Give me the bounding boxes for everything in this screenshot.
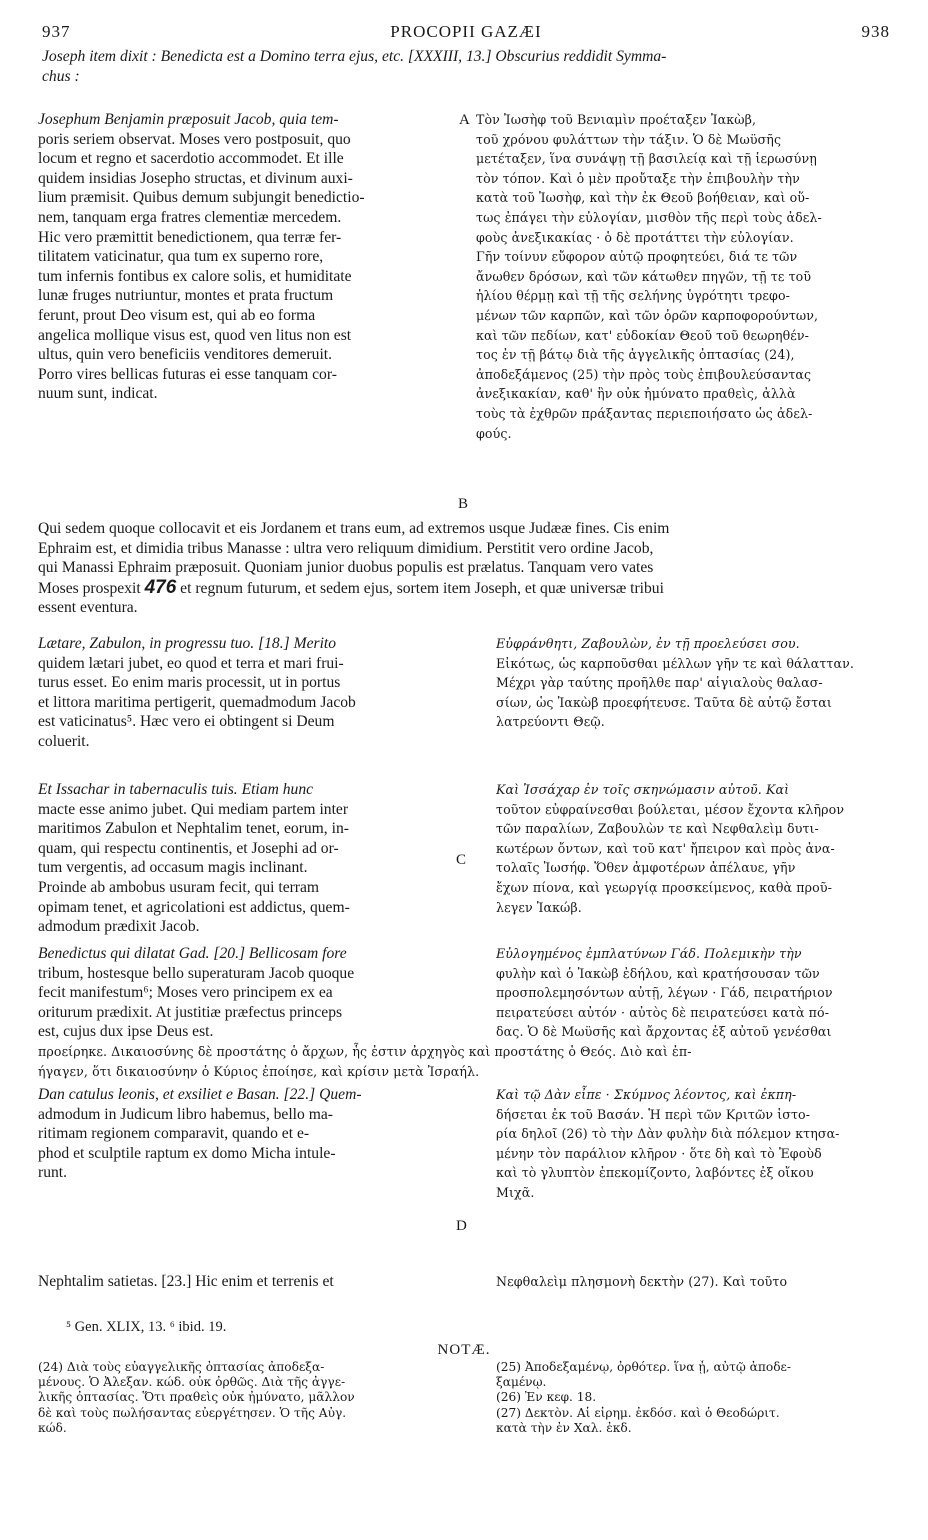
- footnotes: [66, 1318, 466, 1336]
- page-mark: 476: [144, 577, 177, 598]
- text-line: ἡλίου θέρμῃ καὶ τῇ τῆς σελήνης ὑγρότητι τρεφο-: [476, 288, 790, 304]
- text-line: ritimam regionem comparavit, quando et e-: [38, 1125, 310, 1143]
- text-line: [38, 578, 892, 599]
- text-line: admodum in Judicum libro habemus, bello ma-: [38, 1105, 333, 1123]
- text-line: tum vergentis, ad occasum magis inclinant.: [38, 859, 308, 877]
- text-line: τῶν παραλίων, Ζαβουλὼν τε καὶ Νεφθαλεὶμ δυτι-: [496, 821, 819, 837]
- text-line: poris seriem observat. Moses vero postposuit, quo: [38, 130, 351, 148]
- text-line: Εὐλογημένος ἐμπλατύνων Γάδ. Πολεμικὴν τὴν: [496, 946, 802, 961]
- text-line: est vaticinatus⁵. Hæc vero ei obtingent si Deum: [38, 713, 335, 731]
- nephtalim-greek: [496, 1272, 892, 1292]
- text-line: maritimos Zabulon et Nephtalim tenet, eorum, in-: [38, 820, 349, 838]
- footnote-line: ⁵ Gen. XLIX, 13. ⁶ ibid. 19.: [66, 1319, 227, 1335]
- issachar-greek-column: [496, 780, 892, 917]
- text-line: προσπολεμησόντων αὐτῇ, λέγων · Γάδ, πειρατήριον: [496, 985, 833, 1001]
- text-line: angelica mollique visus est, quod ven litus non est: [38, 326, 352, 344]
- text-line: τολαῖς Ἰωσήφ. Ὅθεν ἀμφοτέρων ἀπέλαυε, γῆν: [496, 860, 796, 876]
- text-line: ἀποδεξάμενος (25) τὴν πρὸς τοὺς ἐπιβουλεύσαντας: [476, 366, 812, 382]
- text-line: et littora maritima pertigerit, quemadmodum Jacob: [38, 693, 356, 711]
- text-line: Γῆν τοίνυν εὔφορον αὐτῷ προφητεύει, διά τε τῶν: [476, 249, 798, 265]
- text-line: μένους. Ὁ Ἀλεξαν. κώδ. οὐκ ὀρθῶς. Διὰ τῆς ἀγγε-: [38, 1375, 346, 1390]
- text-line: προείρηκε. Δικαιοσύνης δὲ προστάτης ὁ ἄρχων, ἧς ἐστιν ἀρχηγὸς καὶ προστάτης ὁ Θεός. Διὸ καὶ ἐπ-: [38, 1044, 692, 1059]
- text-line: κώδ.: [38, 1420, 67, 1435]
- text-line: Μέχρι γὰρ ταύτης προῆλθε παρ' αἰγιαλοὺς θαλασ-: [496, 675, 823, 691]
- page-number-right: 938: [861, 22, 890, 41]
- text-line: τοὺς τὰ ἐχθρῶν πράξαντας περιεποιήσατο ὡς ἀδελ-: [476, 405, 813, 421]
- text-line: Et Issachar in tabernaculis tuis. Etiam hunc: [38, 781, 314, 798]
- intro-paragraph: [42, 47, 892, 86]
- text-line: turus esset. Eo enim maris processit, ut in portus: [38, 674, 341, 692]
- dan-greek-column: [496, 1085, 892, 1203]
- text-line: δὲ καὶ τοὺς πωλήσαντας εὐεργέτησεν. Ὁ τῆς Αὐγ.: [38, 1405, 347, 1420]
- text-line: tum infernis fontibus ex calore solis, et humiditate: [38, 267, 352, 285]
- dan-latin-column: [38, 1085, 456, 1183]
- margin-letter-c: C: [456, 852, 467, 868]
- text-line: καὶ τὸ γλυπτὸν ἐπεκομίζοντο, λαβόντες ἐξ οἴκου: [496, 1165, 814, 1181]
- text-line: quam, qui respectu continentis, et Josephi ad or-: [38, 839, 339, 857]
- issachar-latin-column: [38, 780, 456, 937]
- text-line: τος ἐν τῇ βάτῳ διὰ τῆς ἀγγελικῆς ὀπτασίας (24),: [476, 347, 795, 363]
- text-line: (26) Ἐν κεφ. 18.: [496, 1390, 597, 1405]
- text-line: σίων, ὡς Ἰακὼβ προεφήτευσε. Ταῦτα δὲ αὐτῷ ἔσται: [496, 694, 832, 710]
- notae-left-column: [38, 1360, 463, 1436]
- text-line: τοῦ χρόνου φυλάττων τὴν τάξιν. Ὁ δὲ Μωϋσῆς: [476, 131, 782, 147]
- text-line: qui Manassi Ephraim præposuit. Quoniam junior duobus populis est prælatus. Tanquam vero vates: [38, 559, 654, 577]
- text-line: ἔχων πίονα, καὶ γεωργίᾳ προσκείμενος, καθὰ προῦ-: [496, 879, 832, 895]
- text-line: quidem insidias Josepho structas, et divinum auxi-: [38, 169, 353, 187]
- text-line: (24) Διὰ τοὺς εὐαγγελικῆς ὀπτασίας ἀποδεξα-: [38, 1360, 325, 1374]
- nephtalim-latin: [38, 1272, 456, 1292]
- text-line: ferunt, prout Deo visum est, qui ab eo forma: [38, 306, 316, 324]
- text-line: Μιχᾶ.: [496, 1184, 535, 1200]
- full-width-paragraph: [38, 519, 892, 618]
- text-line: δας. Ὁ δὲ Μωϋσῆς καὶ ἄρχοντας ἐξ αὐτοῦ γενέσθαι: [496, 1024, 832, 1040]
- text-line: ξαμένῳ.: [496, 1375, 547, 1390]
- text-line: ρία δηλοῖ (26) τὸ τὴν Δὰν φυλὴν διὰ πόλεμον κτησα-: [496, 1126, 840, 1142]
- text-line: τὸν τόπον. Καὶ ὁ μὲν προὔταξε τὴν ἐπιβουλὴν τὴν: [476, 170, 800, 186]
- text-line: fecit manifestum⁶; Moses vero principem ex ea: [38, 984, 333, 1002]
- text-line: chus :: [42, 67, 80, 85]
- text-line: locum et regno et sacerdotio accommodet. Et ille: [38, 150, 344, 168]
- text-line: μετέταξεν, ἵνα συνάψῃ τῇ βασιλείᾳ καὶ τῇ ἱερωσύνῃ: [476, 151, 817, 167]
- text-line-start: Moses prospexit: [38, 579, 141, 597]
- text-line: φοὺς ἀνεξικακίας · ὁ δὲ προτάττει τὴν εὐλογίαν.: [476, 229, 794, 245]
- text-line: Nephtalim satietas. [23.] Hic enim et terrenis et: [38, 1273, 334, 1290]
- gad-latin-column: [38, 944, 456, 1042]
- text-line: runt.: [38, 1164, 68, 1182]
- text-line: Qui sedem quoque collocavit et eis Jordanem et trans eum, ad extremos usque Judææ fines. Cis enim: [38, 520, 670, 537]
- text-line: φούς.: [476, 425, 512, 441]
- text-line: Benedictus qui dilatat Gad. [20.] Bellicosam fore: [38, 945, 347, 962]
- text-line: μένων τῶν καρπῶν, καὶ τῶν ὀρῶν καρποφορούντων,: [476, 307, 819, 323]
- text-line-end: et regnum futurum, et sedem ejus, sortem item Joseph, et quæ universæ tribui: [180, 579, 664, 597]
- text-line: macte esse animo jubet. Qui mediam partem inter: [38, 800, 349, 818]
- text-line: τως ἐπάγει τὴν εὐλογίαν, μισθὸν τῆς περὶ τοὺς ἀδελ-: [476, 209, 822, 225]
- page-number-left: 937: [42, 22, 71, 41]
- gad-greek-column: [496, 944, 892, 1042]
- text-line: τοῦτον εὐφραίνεσθαι βούλεται, μέσον ἔχοντα κλῆρον: [496, 801, 845, 817]
- text-line: Νεφθαλεὶμ πλησμονὴ δεκτὴν (27). Καὶ τοῦτο: [496, 1274, 788, 1289]
- margin-letter-a: A: [459, 112, 470, 128]
- margin-letter-b: B: [458, 496, 469, 512]
- text-line: κωτέρων ὄντων, καὶ τοῦ κατ' ἤπειρον καὶ πρὸς ἀνα-: [496, 840, 835, 856]
- text-line: λεγεν Ἰακώβ.: [496, 899, 582, 915]
- header-title: PROCOPII GAZÆI: [390, 22, 542, 41]
- text-line: φυλὴν καὶ ὁ Ἰακὼβ ἐδήλου, καὶ κρατήσουσαν τῶν: [496, 965, 820, 981]
- text-line: (27) Δεκτὸν. Αἱ εἰρημ. ἐκδόσ. καὶ ὁ Θεοδώριτ.: [496, 1405, 780, 1420]
- text-line: nuum sunt, indicat.: [38, 385, 158, 403]
- text-line: oriturum prædixit. At justitiæ præfectus princeps: [38, 1003, 343, 1021]
- text-line: Lætare, Zabulon, in progressu tuo. [18.] Merito: [38, 635, 337, 652]
- text-line: Τὸν Ἰωσὴφ τοῦ Βενιαμὶν προέταξεν Ἰακὼβ,: [476, 112, 757, 127]
- text-line: καὶ τῶν πεδίων, κατ' εὐδοκίαν Θεοῦ τοῦ θεωρηθέν-: [476, 327, 810, 343]
- text-line: Εὐφράνθητι, Ζαβουλὼν, ἐν τῇ προελεύσει σου.: [496, 636, 800, 651]
- text-line: Hic vero præmittit benedictionem, qua terræ fer-: [38, 228, 342, 246]
- text-line: Καὶ τῷ Δὰν εἶπε · Σκύμνος λέοντος, καὶ ἐκπη-: [496, 1087, 797, 1102]
- text-line: κατὰ τὴν ἐν Χαλ. ἐκδ.: [496, 1420, 632, 1435]
- text-line: μένην τὸν παράλιον κλῆρον · ὅτε δὴ καὶ τὸ Ἐφοὺδ: [496, 1145, 822, 1161]
- zabulon-latin-column: [38, 634, 456, 752]
- gad-full-width-greek: [38, 1042, 892, 1081]
- text-line: quidem lætari jubet, eo quod et terra et mari frui-: [38, 654, 344, 672]
- notae-right-column: [496, 1360, 892, 1436]
- text-line: ultus, quin vero beneficiis venditores demeruit.: [38, 346, 333, 364]
- text-line: lium præmisit. Quibus demum subjungit benedictio-: [38, 189, 365, 207]
- section1-latin-column: [38, 110, 456, 404]
- text-line: (25) Ἀποδεξαμένῳ, ὀρθότερ. ἵνα ᾖ, αὐτῷ ἀποδε-: [496, 1360, 791, 1374]
- text-line: tribum, hostesque bello superaturam Jacob quoque: [38, 964, 355, 982]
- text-line: Proinde ab ambobus usuram fecit, qui terram: [38, 878, 320, 896]
- text-line: κατὰ τοῦ Ἰωσὴφ, καὶ τὴν ἐκ Θεοῦ βοήθειαν, καὶ οὕ-: [476, 190, 810, 206]
- text-line: opimam tenet, et agricolationi est addictus, quem-: [38, 898, 350, 916]
- text-line: coluerit.: [38, 732, 90, 750]
- text-line: Josephum Benjamin præposuit Jacob, quia tem-: [38, 111, 339, 128]
- text-line: ἄνωθεν δρόσων, καὶ τῶν κάτωθεν πηγῶν, τῇ τε τοῦ: [476, 268, 812, 284]
- text-line: πειρατεύσει αὐτόν · αὐτὸς δὲ πειρατεύσει κατὰ πό-: [496, 1004, 830, 1020]
- running-header: [42, 22, 890, 44]
- text-line: nem, tanquam erga fratres clementiæ mercedem.: [38, 208, 342, 226]
- notae-title: NOTÆ.: [437, 1342, 491, 1358]
- text-line: Καὶ Ἰσσάχαρ ἐν τοῖς σκηνώμασιν αὐτοῦ. Καὶ: [496, 782, 790, 797]
- text-line: ἀνεξικακίαν, καθ' ἣν οὐκ ἠμύνατο πραθεὶς, ἀλλὰ: [476, 386, 796, 402]
- text-line: ήγαγεν, ὅτι δικαιοσύνην ὁ Κύριος ἐποίησε, καὶ κρίσιν μετὰ Ἰσραήλ.: [38, 1063, 480, 1079]
- text-line: Joseph item dixit : Benedicta est a Domino terra ejus, etc. [XXXIII, 13.] Obscurius reddidit Symma-: [42, 48, 667, 65]
- text-line: δήσεται ἐκ τοῦ Βασάν. Ἡ περὶ τῶν Κριτῶν ἱστο-: [496, 1106, 811, 1122]
- text-line: phod et sculptile raptum ex domo Micha intule-: [38, 1144, 336, 1162]
- text-line: Porro vires bellicas futuras ei esse tanquam cor-: [38, 365, 337, 383]
- text-line: est, cujus dux ipse Deus est.: [38, 1023, 214, 1041]
- zabulon-greek-column: [496, 634, 892, 732]
- text-line: lunæ fruges nutriuntur, montes et prata fructum: [38, 287, 334, 305]
- text-line: λατρεύοντι Θεῷ.: [496, 714, 605, 730]
- margin-letter-d: D: [456, 1218, 467, 1234]
- text-line: Ephraim est, et dimidia tribus Manasse : ultra vero reliquum dimidium. Perstitit vero ordine Jacob,: [38, 539, 654, 557]
- text-line: tilitatem vaticinatur, qua tum ex superno rore,: [38, 248, 324, 266]
- text-line: Dan catulus leonis, et exsiliet e Basan. [22.] Quem-: [38, 1086, 362, 1103]
- text-line: essent eventura.: [38, 599, 138, 617]
- text-line: Εἰκότως, ὡς καρποῦσθαι μέλλων γῆν τε καὶ θάλατταν.: [496, 655, 854, 671]
- text-line: admodum prædixit Jacob.: [38, 918, 200, 936]
- section1-greek-column: [476, 110, 892, 443]
- text-line: λικῆς ὀπτασίας. Ὅτι πραθεὶς οὐκ ἠμύνατο, μᾶλλον: [38, 1390, 355, 1405]
